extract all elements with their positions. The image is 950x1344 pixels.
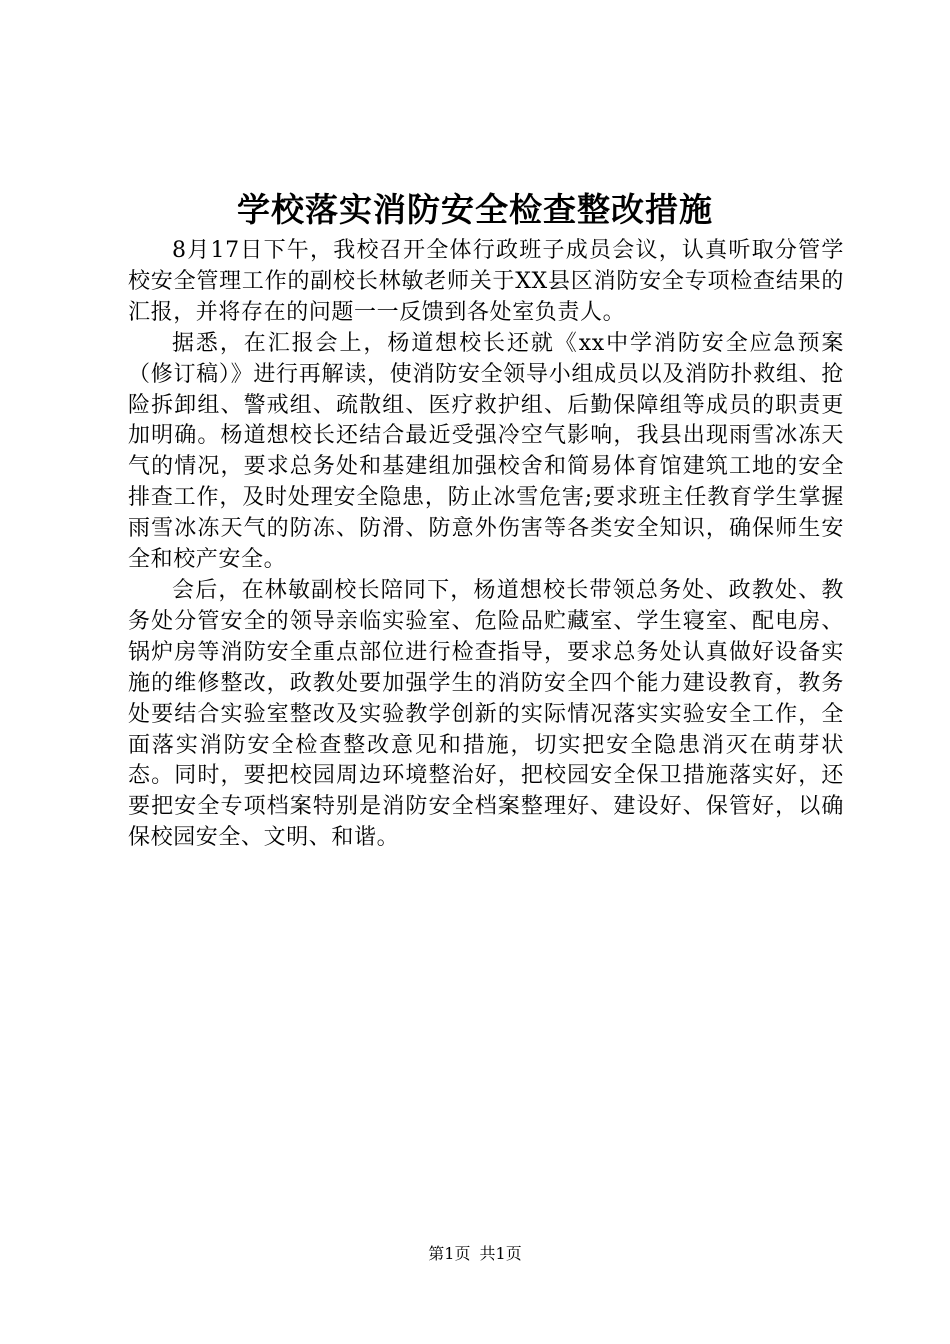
document-body [128,236,844,854]
page-total: 共1页 [479,1244,522,1263]
paragraph-2: 据悉，在汇报会上，杨道想校长还就《xx中学消防安全应急预案（修订稿）》进行再解读，使消防安全领导小组成员以及消防扑救组、抢险拆卸组、警戒组、疏散组、医疗救护组、后勤保障组等成员的职责更加明确。杨道想校长还结合最近受强冷空气影响，我县出现雨雪冰冻天气的情况，要求总务处和基建组加强校舍和简易体育馆建筑工地的安全排查工作，及时处理安全隐患，防止冰雪危害;要求班主任教育学生掌握雨雪冰冻天气的防冻、防滑、防意外伤害等各类安全知识，确保师生安全和校产安全。 [128,330,844,573]
page-number: 第1页 [428,1244,471,1263]
paragraph-1: 8月17日下午，我校召开全体行政班子成员会议，认真听取分管学校安全管理工作的副校长林敏老师关于XX县区消防安全专项检查结果的汇报，并将存在的问题一一反馈到各处室负责人。 [128,238,844,325]
document-title: 学校落实消防安全检查整改措施 [237,190,713,229]
page-footer [0,1244,950,1264]
paragraph-3: 会后，在林敏副校长陪同下，杨道想校长带领总务处、政教处、教务处分管安全的领导亲临实验室、危险品贮藏室、学生寝室、配电房、锅炉房等消防安全重点部位进行检查指导，要求总务处认真做好设备实施的维修整改，政教处要加强学生的消防安全四个能力建设教育，教务处要结合实验室整改及实验教学创新的实际情况落实实验安全工作，全面落实消防安全检查整改意见和措施，切实把安全隐患消灭在萌芽状态。同时，要把校园周边环境整治好，把校园安全保卫措施落实好，还要把安全专项档案特别是消防安全档案整理好、建设好、保管好，以确保校园安全、文明、和谐。 [128,577,844,851]
